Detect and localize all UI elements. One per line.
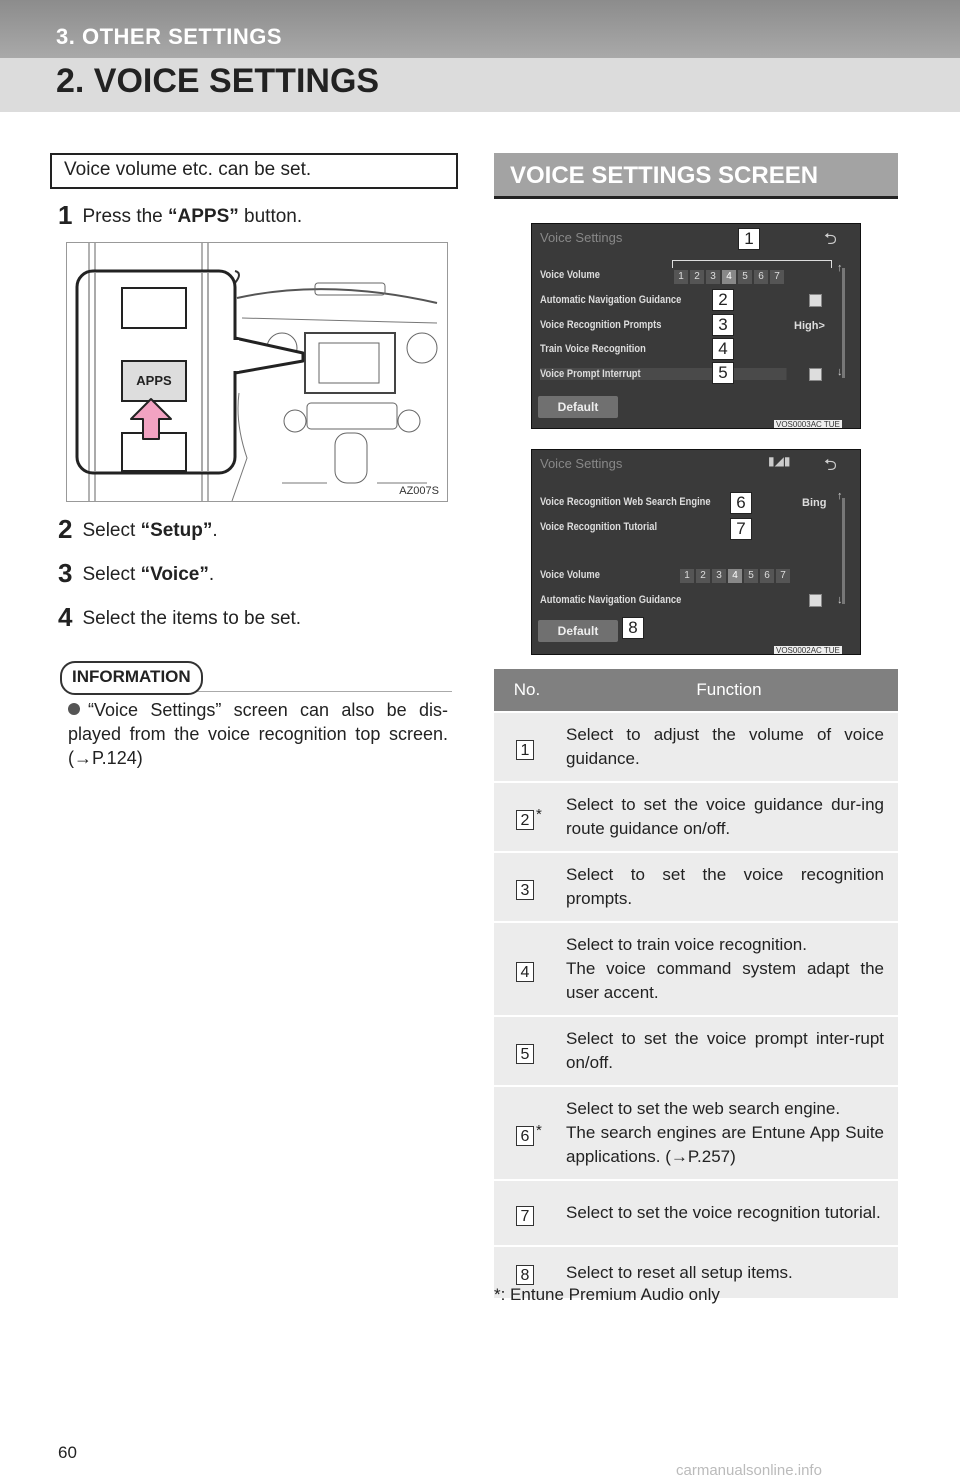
table-row: 4 Select to train voice recognition. The voice command system adapt the user accent. [494, 922, 898, 1016]
callout-bracket [672, 260, 832, 268]
interrupt-checkbox[interactable] [809, 368, 822, 381]
callout-5: 5 [712, 362, 734, 384]
callout-3: 3 [712, 314, 734, 336]
table-row: 5 Select to set the voice prompt inter-rupt on/off. [494, 1016, 898, 1086]
screen-title: Voice Settings [540, 456, 623, 471]
table-row: 2 * Select to set the voice guidance dur-ing route guidance on/off. [494, 782, 898, 852]
auto-nav-checkbox[interactable] [809, 294, 822, 307]
default-button[interactable]: Default [538, 396, 618, 418]
volume-scale[interactable]: 1 2 3 4 5 6 7 [680, 569, 790, 583]
callout-2: 2 [712, 289, 734, 311]
row-auto-nav-guidance[interactable]: Automatic Navigation Guidance [540, 294, 682, 306]
scroll-down-icon[interactable]: ↓ [837, 366, 843, 378]
function-table [494, 669, 898, 1298]
table-row: 1 Select to adjust the volume of voice guidance. [494, 712, 898, 782]
row-voice-recognition-prompts[interactable]: Voice Recognition Prompts [540, 319, 662, 331]
row-train-voice-recognition[interactable]: Train Voice Recognition [540, 343, 646, 355]
engine-value[interactable]: Bing [802, 497, 827, 509]
information-badge: INFORMATION [60, 661, 203, 695]
auto-nav-checkbox[interactable] [809, 594, 822, 607]
callout-1: 1 [738, 228, 760, 250]
bullet-icon [68, 703, 80, 715]
scrollbar[interactable] [842, 268, 845, 378]
step-4: 4 Select the items to be set. [58, 602, 302, 632]
scroll-up-icon[interactable]: ↑ [837, 490, 843, 502]
apps-button-figure [66, 242, 448, 502]
table-row: 7 Select to set the voice recognition tutorial. [494, 1180, 898, 1246]
row-web-search-engine[interactable]: Voice Recognition Web Search Engine [540, 496, 711, 508]
voice-screen-heading: VOICE SETTINGS SCREEN [510, 162, 819, 189]
row-auto-nav-guidance[interactable]: Automatic Navigation Guidance [540, 594, 682, 606]
callout-7: 7 [730, 518, 752, 540]
scroll-up-icon[interactable]: ↑ [837, 262, 843, 274]
status-icons: ▮◢▮ [768, 454, 791, 468]
intro-box: Voice volume etc. can be set. [50, 153, 458, 189]
footnote: *: Entune Premium Audio only [494, 1285, 720, 1304]
col-header-function: Function [560, 669, 898, 712]
section-title: 3. OTHER SETTINGS [56, 24, 283, 49]
watermark: carmanualsonline.info [676, 1462, 822, 1479]
step-1: 1 Press the “APPS” button. [58, 200, 303, 230]
row-voice-volume[interactable]: Voice Volume [540, 569, 600, 581]
apps-button-label: APPS [136, 373, 172, 388]
screen-code: VOS0003AC TUE [776, 420, 840, 429]
voice-settings-screen-1 [531, 223, 861, 429]
table-row: 6 * Select to set the web search engine. The search engines are Entune App Suite applications. (→P.257) [494, 1086, 898, 1180]
page-title: 2. VOICE SETTINGS [56, 62, 380, 100]
table-row: 3 Select to set the voice recognition prompts. [494, 852, 898, 922]
screen-code: VOS0002AC TUE [776, 646, 840, 655]
callout-4: 4 [712, 338, 734, 360]
step-3: 3 Select “Voice”. [58, 558, 215, 588]
scrollbar[interactable] [842, 498, 845, 604]
table-row: 8 Select to reset all setup items. [494, 1246, 898, 1298]
callout-6: 6 [730, 492, 752, 514]
callout-8: 8 [622, 617, 644, 639]
dashboard-illustration [67, 243, 447, 501]
row-voice-volume[interactable]: Voice Volume [540, 269, 600, 281]
information-text: “Voice Settings” screen can also be dis-played from the voice recognition top screen. (→P.124) [68, 700, 448, 768]
screen-title: Voice Settings [540, 230, 623, 245]
row-voice-prompt-interrupt[interactable]: Voice Prompt Interrupt [540, 368, 787, 380]
prompts-value[interactable]: High> [794, 320, 825, 332]
col-header-no: No. [494, 669, 560, 712]
page-number: 60 [58, 1443, 77, 1462]
default-button[interactable]: Default [538, 620, 618, 642]
scroll-down-icon[interactable]: ↓ [837, 594, 843, 606]
volume-scale[interactable]: 1 2 3 4 5 6 7 [674, 270, 784, 284]
back-icon[interactable]: ⮌ [824, 457, 837, 474]
row-voice-recognition-tutorial[interactable]: Voice Recognition Tutorial [540, 521, 658, 533]
voice-settings-screen-2 [531, 449, 861, 655]
back-icon[interactable]: ⮌ [824, 231, 837, 248]
figure-code: AZ007S [399, 485, 439, 497]
step-2: 2 Select “Setup”. [58, 514, 218, 544]
